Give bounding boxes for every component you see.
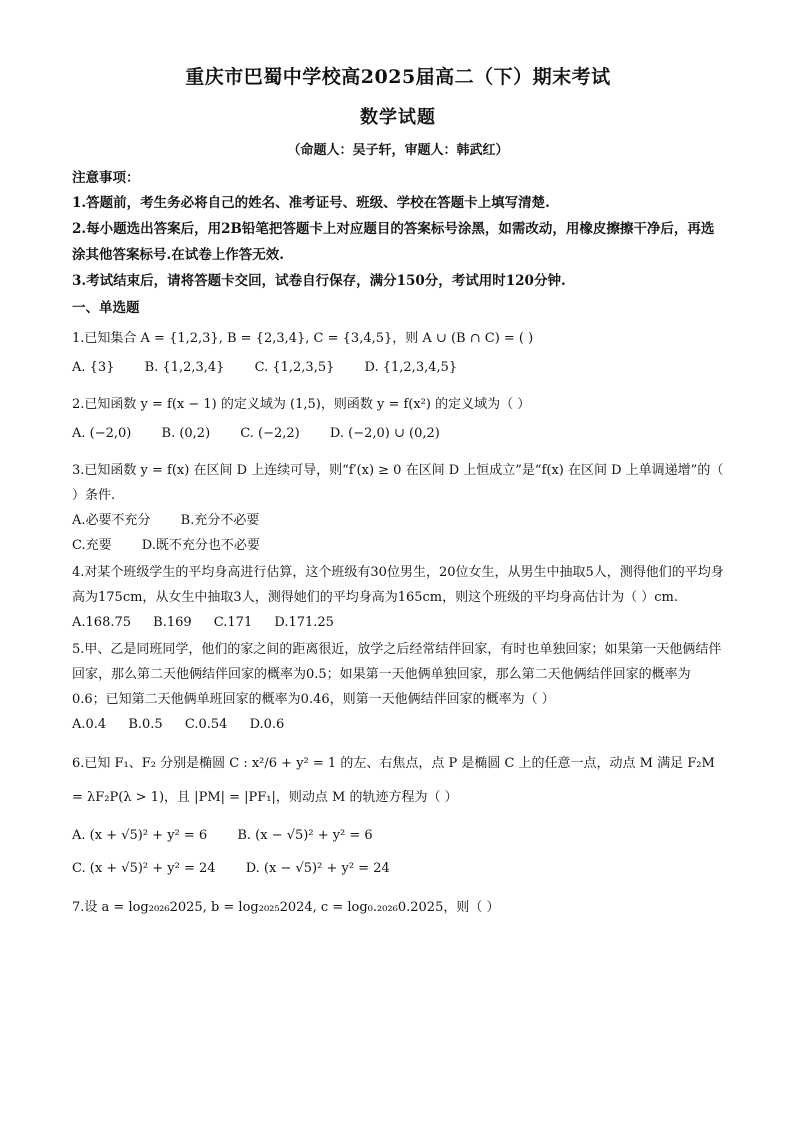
question-2-stem: 2.已知函数 y = f(x − 1) 的定义域为 (1,5)，则函数 y = f(x²) 的定义域为（ ） [72, 397, 531, 412]
option-b: B. (x − √5)² + y² = 6 [237, 828, 373, 843]
question-4-stem: 4.对某个班级学生的平均身高进行估算，这个班级有30位男生，20位女生，从男生中抽取5人，测得他们的平均身高为175cm，从女生中抽取3人，测得她们的平均身高为165cm，则这个班级的平均身高估计为（ ）cm. [72, 565, 724, 605]
question-3-options-row1 [72, 508, 724, 533]
option-a: A.0.4 [72, 717, 107, 732]
question-2-options [72, 421, 724, 446]
option-d: D. (−2,0) ∪ (0,2) [329, 426, 440, 441]
option-d: D. (x − √5)² + y² = 24 [245, 861, 390, 876]
question-5-options [72, 712, 724, 737]
option-a: A.168.75 [72, 615, 132, 630]
question-1-options [72, 355, 724, 380]
option-c: C.充要 [72, 538, 112, 553]
option-d: D.既不充分也不必要 [141, 538, 260, 553]
option-b: B.充分不必要 [180, 513, 260, 528]
question-3-stem: 3.已知函数 y = f(x) 在区间 D 上连续可导，则“f′(x) ≥ 0 在区间 D 上恒成立”是“f(x) 在区间 D 上单调递增”的（ ）条件. [72, 463, 724, 503]
exam-authors: （命题人：吴子轩，审题人：韩武红） [287, 143, 509, 158]
exam-title: 重庆市巴蜀中学校高2025届高二（下）期末考试 [185, 66, 611, 88]
section-title: 一、单选题 [72, 300, 140, 316]
option-b: B. {1,2,3,4} [144, 360, 225, 375]
question-5-stem: 5.甲、乙是同班同学，他们的家之间的距离很近，放学之后经常结伴回家，有时也单独回家；如果第一天他俩结伴回家，那么第二天他俩结伴回家的概率为0.5；如果第一天他俩单独回家，那么第二天他俩结伴回家的概率为0.6；已知第二天他俩单班回家的概率为0.46，则第一天他俩结伴回家的概率为（ ） [72, 642, 722, 707]
note-item-3: 3.考试结束后，请将答题卡交回，试卷自行保存，满分150分，考试用时120分钟. [72, 273, 566, 289]
question-1-stem: 1.已知集合 A = {1,2,3}, B = {2,3,4}, C = {3,4,5}，则 A ∪ (B ∩ C) = ( ) [72, 331, 534, 346]
option-a: A. (x + √5)² + y² = 6 [72, 828, 208, 843]
option-d: D.171.25 [274, 615, 334, 630]
option-a: A. (−2,0) [72, 426, 132, 441]
option-d: D.0.6 [249, 717, 285, 732]
question-6-stem: 6.已知 F₁、F₂ 分别是椭圆 C : x²/6 + y² = 1 的左、右焦点，点 P 是椭圆 C 上的任意一点，动点 M 满足 F₂M = λF₂P(λ > 1)，且 |PM| = |PF₁|，则动点 M 的轨迹方程为（ ） [72, 756, 715, 805]
option-b: B.169 [153, 615, 192, 630]
exam-subtitle: 数学试题 [360, 107, 436, 128]
option-b: B.0.5 [128, 717, 163, 732]
question-4-options [72, 610, 724, 635]
option-c: C. (−2,2) [240, 426, 300, 441]
option-c: C. {1,2,3,5} [254, 360, 335, 375]
note-item-2: 2.每小题选出答案后，用2B铅笔把答题卡上对应题目的答案标号涂黑，如需改动，用橡皮擦擦干净后，再选涂其他答案标号.在试卷上作答无效. [72, 221, 715, 263]
note-item-1: 1.答题前，考生务必将自己的姓名、准考证号、班级、学校在答题卡上填写清楚. [72, 195, 550, 211]
option-a: A.必要不充分 [72, 513, 151, 528]
option-c: C.0.54 [184, 717, 228, 732]
notes-heading: 注意事项： [72, 170, 140, 186]
question-7-stem: 7.设 a = log₂₀₂₆2025, b = log₂₀₂₅2024, c = log₀.₂₀₂₆0.2025，则（ ） [72, 900, 500, 915]
option-b: B. (0,2) [161, 426, 211, 441]
exam-page [72, 62, 724, 920]
option-d: D. {1,2,3,4,5} [364, 360, 458, 375]
option-a: A. {3} [72, 360, 115, 375]
question-6-options-row1 [72, 823, 724, 848]
question-6-options-row2 [72, 856, 724, 881]
option-c: C.171 [213, 615, 253, 630]
question-3-options-row2 [72, 533, 724, 558]
option-c: C. (x + √5)² + y² = 24 [72, 861, 216, 876]
